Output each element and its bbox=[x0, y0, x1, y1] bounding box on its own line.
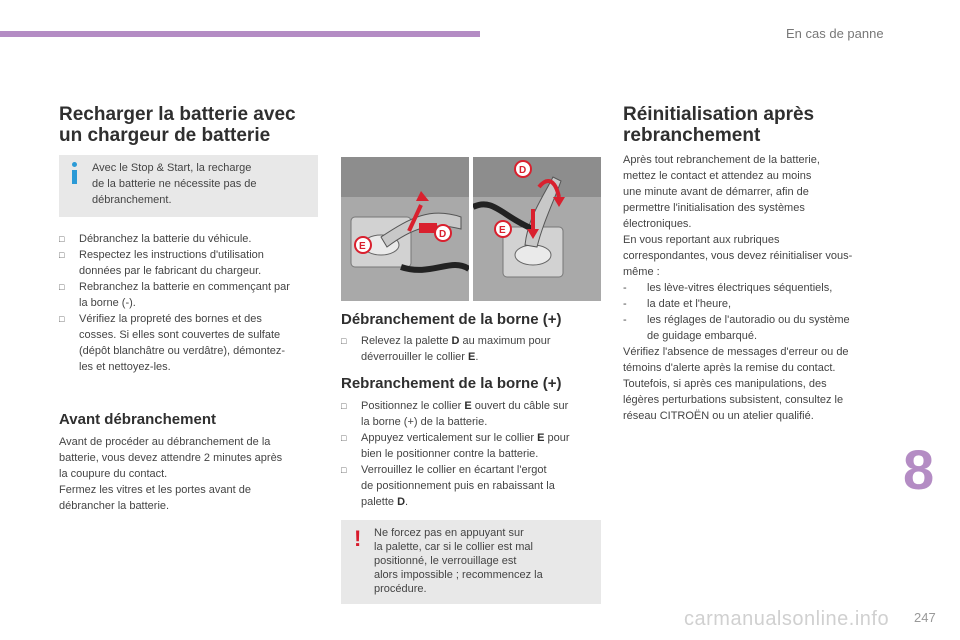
battery-figure-unlock bbox=[341, 157, 469, 301]
square-bullet-icon: □ bbox=[341, 401, 347, 411]
step-item: □ Respectez les instructions d'utilisation données par le fabricant du chargeur. bbox=[59, 249, 264, 277]
info-note-line: débranchement. bbox=[92, 194, 172, 206]
battery-figure-lock bbox=[473, 157, 601, 301]
info-note-line: Avec le Stop & Start, la recharge bbox=[92, 162, 252, 174]
reb-title: Rebranchement de la borne (+) bbox=[341, 375, 562, 392]
square-bullet-icon: □ bbox=[59, 314, 65, 324]
right-title: Réinitialisation après rebranchement bbox=[623, 104, 815, 146]
chapter-number: 8 bbox=[903, 438, 935, 501]
page-number: 247 bbox=[914, 610, 936, 625]
warning-icon: ! bbox=[354, 526, 362, 551]
reinit-list bbox=[623, 280, 891, 344]
figure-label-d: D bbox=[519, 165, 527, 176]
deb-title: Débranchement de la borne (+) bbox=[341, 311, 562, 328]
list-item: - les lève-vitres électriques séquentiels, bbox=[623, 282, 833, 294]
step-item: □ Appuyez verticalement sur le collier E pour bien le positionner contre la batterie. bbox=[341, 432, 570, 460]
reinit-paragraph: Après tout rebranchement de la batterie, mettez le contact et attendez au moins une minute avant de démarrer, afin de permettre l'initialisation des systèmes électroniques. En vous reportant aux rubriques correspondantes, vous devez réinitialiser vous- même : bbox=[623, 154, 853, 278]
step-item: □ Relevez la palette D au maximum pour déverrouiller le collier E. bbox=[341, 335, 551, 363]
deb-steps bbox=[341, 333, 603, 365]
square-bullet-icon: □ bbox=[59, 234, 65, 244]
figure-label-d: D bbox=[439, 229, 447, 240]
square-bullet-icon: □ bbox=[341, 465, 347, 475]
avant-paragraph: Avant de procéder au débranchement de la batterie, vous devez attendre 2 minutes après la coupure du contact. Fermez les vitres et les portes avant de débrancher la batterie. bbox=[59, 436, 283, 512]
reb-steps bbox=[341, 398, 603, 510]
list-item: - la date et l'heure, bbox=[623, 298, 732, 310]
avant-subtitle: Avant débranchement bbox=[59, 411, 216, 428]
step-item: □ Positionnez le collier E ouvert du câble sur la borne (+) de la batterie. bbox=[341, 400, 569, 428]
reinit-paragraph-2: Vérifiez l'absence de messages d'erreur ou de témoins d'alerte après la remise du contact. Toutefois, si après ces manipulations, des légères perturbations subsistent, consultez le réseau CITROËN ou un atelier qualifié. bbox=[623, 346, 849, 422]
info-note-line: de la batterie ne nécessite pas de bbox=[92, 178, 257, 190]
battery-terminal-illustration bbox=[341, 157, 469, 301]
square-bullet-icon: □ bbox=[341, 336, 347, 346]
left-title bbox=[59, 104, 319, 146]
info-note bbox=[59, 155, 318, 217]
warning-note: ! Ne forcez pas en appuyant sur la palette, car si le collier est mal positionné, le verrouillage est alors impossible ; recommencez la procédure. bbox=[341, 520, 601, 604]
square-bullet-icon: □ bbox=[59, 282, 65, 292]
list-item: - les réglages de l'autoradio ou du système de guidage embarqué. bbox=[623, 314, 850, 342]
step-item: □ Vérifiez la propreté des bornes et des cosses. Si elles sont couvertes de sulfate (dépôt blanchâtre ou verdâtre), démontez- les et nettoyez-les. bbox=[59, 313, 286, 373]
header-accent-bar bbox=[0, 31, 480, 37]
left-title-line2: un chargeur de batterie bbox=[59, 125, 271, 146]
step-item: □ Débranchez la batterie du véhicule. bbox=[59, 233, 252, 245]
square-bullet-icon: □ bbox=[341, 433, 347, 443]
section-title: En cas de panne bbox=[786, 26, 884, 41]
figure-label-e: E bbox=[499, 225, 506, 236]
charge-steps bbox=[59, 231, 321, 375]
figure-label-e: E bbox=[359, 241, 366, 252]
left-title-line1: Recharger la batterie avec bbox=[59, 104, 296, 125]
info-icon bbox=[69, 162, 79, 184]
step-item: □ Verrouillez le collier en écartant l'ergot de positionnement puis en rabaissant la palette D. bbox=[341, 464, 555, 508]
battery-terminal-illustration bbox=[473, 157, 601, 301]
watermark: carmanualsonline.info bbox=[684, 608, 890, 630]
step-item: □ Rebranchez la batterie en commençant par la borne (-). bbox=[59, 281, 290, 309]
square-bullet-icon: □ bbox=[59, 250, 65, 260]
